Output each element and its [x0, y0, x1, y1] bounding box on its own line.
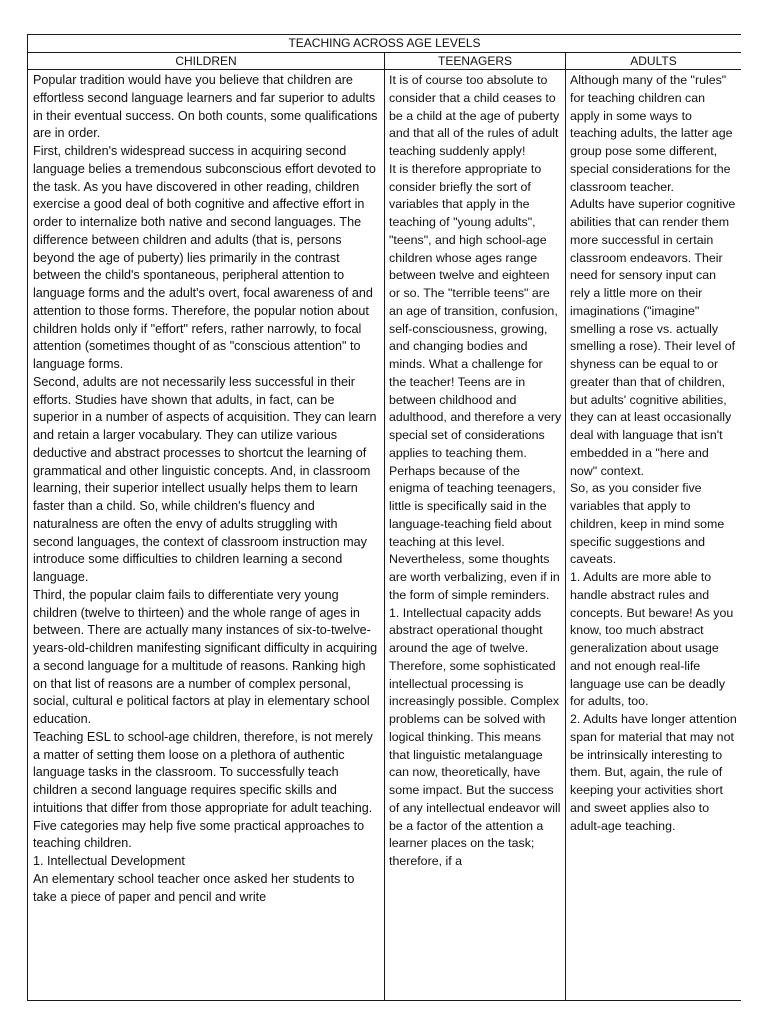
children-paragraph: Teaching ESL to school-age children, therefore, is not merely a matter of setting them loose on a plethora of authentic language tasks in the classroom. To successfully teach children a second language requires specific skills and intuitions that differ from those appropriate for adult teaching. Five categories may help five some practical approaches to teaching children.: [33, 729, 373, 851]
column-header-children: CHILDREN: [28, 53, 385, 70]
teenagers-paragraph: It is therefore appropriate to consider briefly the sort of variables that apply in the teaching of "young adults", "teens", and high school-age children whose ages range between twelve and eighteen or so. The "terrible teens" are an age of transition, confusion, self-consciousness, growing, and changing bodies and minds. What a challenge for the teacher! Teens are in between childhood and adulthood, and therefore a very special set of considerations applies to teaching them. Perhaps because of the enigma of teaching teenagers, little is specifically said in the language-teaching field about teaching at this level. Nevertheless, some thoughts are worth verbalizing, even if in the form of simple reminders.: [389, 161, 562, 602]
teenagers-column: [385, 70, 566, 1001]
children-paragraph: Third, the popular claim fails to differentiate very young children (twelve to thirteen) and the whole range of ages in between. There are actually many instances of six-to-twelve-years-old-children manifesting significant difficulty in acquiring a second language for a multitude of reasons. Ranking high on that list of reasons are a number of complex personal, social, cultural e political factors at play in elementary school education.: [33, 587, 378, 726]
adults-column: [566, 70, 742, 1001]
column-header-adults: ADULTS: [566, 53, 742, 70]
children-paragraph: First, children's widespread success in acquiring second language belies a tremendous subconscious effort devoted to the task. As you have discovered in other reading, children exercise a good deal of both cognitive and affective effort in order to internalize both native and second languages. The difference between children and adults (that is, persons beyond the age of puberty) lies primarily in the contrast between the child's spontaneous, peripheral attention to language forms and the adult's overt, focal awareness of and attention to those forms. Therefore, the popular notion about children holds only if "effort" refers, rather narrowly, to focal attention (sometimes thought of as "conscious attention" to language forms.: [33, 144, 376, 371]
column-header-teenagers: TEENAGERS: [385, 53, 566, 70]
children-column: [28, 70, 385, 1001]
children-paragraph: Second, adults are not necessarily less successful in their efforts. Studies have shown that adults, in fact, can be superior in a number of aspects of acquisition. They can learn and retain a larger vocabulary. They can utilize various deductive and abstract processes to shortcut the learning of grammatical and other linguistic concepts. And, in classroom learning, their superior intellect usually helps them to learn faster than a child. So, while children's fluency and naturalness are often the envy of adults struggling with second languages, the context of classroom instruction may introduce some difficulties to children learning a second language.: [33, 374, 377, 584]
teenagers-paragraph: It is of course too absolute to consider that a child ceases to be a child at the age of puberty and that all of the rules of adult teaching suddenly apply!: [389, 73, 560, 158]
adults-paragraph: 1. Adults are more able to handle abstract rules and concepts. But beware! As you know, too much abstract generalization about usage and not enough real-life language use can be deadly for adults, too.: [570, 570, 734, 709]
table-title: TEACHING ACROSS AGE LEVELS: [28, 35, 742, 53]
children-paragraph: An elementary school teacher once asked her students to take a piece of paper and pencil and write: [33, 871, 355, 904]
age-levels-table: [27, 34, 741, 1001]
document-page: [27, 34, 741, 1002]
adults-paragraph: Although many of the "rules" for teaching children can apply in some ways to teaching adults, the latter age group pose some different, special considerations for the classroom teacher.: [570, 73, 733, 194]
adults-paragraph: Adults have superior cognitive abilities that can render them more successful in certain classroom endeavors. Their need for sensory input can rely a little more on their imaginations ("imagine" smelling a rose vs. actually smelling a rose). Their level of shyness can be equal to or greater than that of children, but adults' cognitive abilities, they can at least occasionally deal with language that isn't embedded in a "here and now" context.: [570, 197, 736, 478]
children-paragraph: Popular tradition would have you believe that children are effortless second language learners and far superior to adults in their eventual success. On both counts, some qualifications are in order.: [33, 73, 378, 141]
adults-paragraph: So, as you consider five variables that apply to children, keep in mind some specific suggestions and caveats.: [570, 481, 725, 567]
teenagers-paragraph: 1. Intellectual capacity adds abstract operational thought around the age of twelve. Therefore, some sophisticated intellectual processing is increasingly possible. Complex problems can be solved with logical thinking. This means that linguistic metalanguage can now, theoretically, have some impact. But the success of any intellectual endeavor will be a factor of the attention a learner places on the task; therefore, if a: [389, 605, 561, 868]
children-subheading: 1. Intellectual Development: [33, 854, 185, 868]
adults-paragraph: 2. Adults have longer attention span for material that may not be intrinsically interesting to them. But, again, the rule of keeping your activities short and sweet applies also to adult-age teaching.: [570, 712, 737, 833]
